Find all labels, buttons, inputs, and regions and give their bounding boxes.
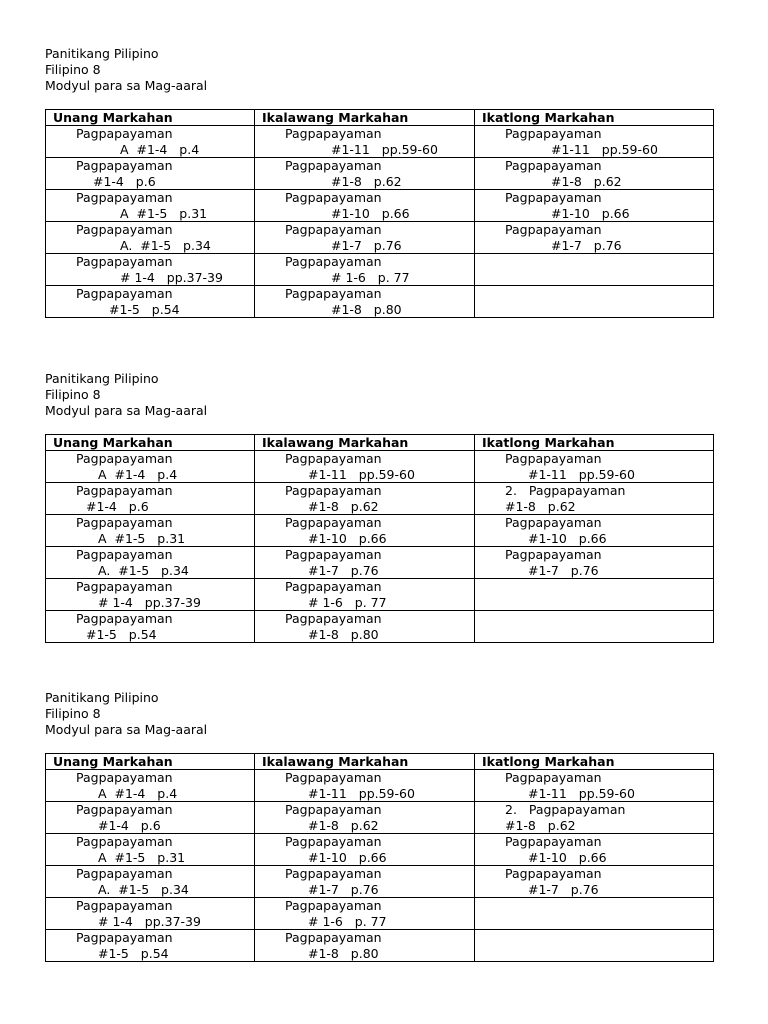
item-range: #1-7 p.76 bbox=[528, 881, 599, 897]
table-row bbox=[46, 866, 714, 898]
item-range: A. #1-5 p.34 bbox=[98, 881, 189, 897]
column-header: Ikatlong Markahan bbox=[475, 110, 714, 126]
table-cell bbox=[46, 547, 255, 579]
table-cell bbox=[46, 286, 255, 318]
activity-label: 2. Pagpapayaman bbox=[505, 802, 626, 817]
activity-label bbox=[475, 286, 713, 302]
item-range: # 1-4 pp.37-39 bbox=[98, 913, 201, 929]
item-range: # 1-4 pp.37-39 bbox=[98, 594, 201, 610]
item-range: A #1-5 p.31 bbox=[98, 530, 186, 546]
activity-label: Pagpapayaman bbox=[76, 222, 173, 237]
item-range bbox=[475, 270, 713, 286]
activity-label: Pagpapayaman bbox=[76, 515, 173, 530]
table-cell bbox=[255, 898, 475, 930]
schedule-block bbox=[45, 371, 713, 643]
item-range: #1-7 p.76 bbox=[331, 237, 402, 253]
table-cell bbox=[475, 451, 714, 483]
activity-label: Pagpapayaman bbox=[76, 866, 173, 881]
table-cell bbox=[475, 515, 714, 547]
activity-label: Pagpapayaman bbox=[76, 834, 173, 849]
item-range bbox=[475, 627, 713, 643]
item-range: #1-11 pp.59-60 bbox=[331, 141, 438, 157]
activity-label: Pagpapayaman bbox=[285, 802, 382, 817]
table-header-row bbox=[46, 754, 714, 770]
table-row bbox=[46, 222, 714, 254]
item-range: # 1-6 p. 77 bbox=[308, 594, 387, 610]
item-range bbox=[475, 914, 713, 930]
activity-label: Pagpapayaman bbox=[285, 483, 382, 498]
activity-label: Pagpapayaman bbox=[505, 158, 602, 173]
activity-label: Pagpapayaman bbox=[285, 547, 382, 562]
item-range: #1-7 p.76 bbox=[308, 881, 379, 897]
table-cell bbox=[475, 611, 714, 643]
activity-label: Pagpapayaman bbox=[505, 222, 602, 237]
item-range: # 1-6 p. 77 bbox=[308, 913, 387, 929]
column-header: Unang Markahan bbox=[46, 754, 255, 770]
table-cell bbox=[46, 834, 255, 866]
activity-label: Pagpapayaman bbox=[285, 930, 382, 945]
table-cell bbox=[255, 483, 475, 515]
schedule-table bbox=[45, 753, 714, 962]
table-cell bbox=[255, 190, 475, 222]
table-cell bbox=[46, 930, 255, 962]
column-header: Unang Markahan bbox=[46, 435, 255, 451]
activity-label: Pagpapayaman bbox=[285, 286, 382, 301]
activity-label: Pagpapayaman bbox=[285, 611, 382, 626]
activity-label: Pagpapayaman bbox=[76, 930, 173, 945]
item-range: #1-8 p.62 bbox=[308, 817, 379, 833]
item-range: A #1-4 p.4 bbox=[120, 141, 200, 157]
activity-label: Pagpapayaman bbox=[505, 547, 602, 562]
table-cell bbox=[255, 451, 475, 483]
activity-label: Pagpapayaman bbox=[505, 190, 602, 205]
table-cell bbox=[475, 866, 714, 898]
activity-label: Pagpapayaman bbox=[285, 579, 382, 594]
table-row bbox=[46, 579, 714, 611]
table-row bbox=[46, 802, 714, 834]
item-range: A. #1-5 p.34 bbox=[98, 562, 189, 578]
activity-label bbox=[475, 930, 713, 946]
item-range: # 1-4 pp.37-39 bbox=[120, 269, 223, 285]
activity-label: Pagpapayaman bbox=[76, 451, 173, 466]
table-row bbox=[46, 254, 714, 286]
activity-label: Pagpapayaman bbox=[285, 834, 382, 849]
table-cell bbox=[46, 579, 255, 611]
module-label: Modyul para sa Mag-aaral bbox=[45, 78, 208, 93]
activity-label: Pagpapayaman bbox=[76, 547, 173, 562]
item-range: #1-11 pp.59-60 bbox=[551, 141, 658, 157]
subject-title: Panitikang Pilipino bbox=[45, 371, 159, 386]
item-range: #1-10 p.66 bbox=[308, 530, 387, 546]
activity-label: Pagpapayaman bbox=[76, 483, 173, 498]
table-cell bbox=[255, 866, 475, 898]
column-header: Ikatlong Markahan bbox=[475, 435, 714, 451]
item-range: #1-8 p.62 bbox=[551, 173, 622, 189]
table-cell bbox=[255, 834, 475, 866]
module-label: Modyul para sa Mag-aaral bbox=[45, 722, 208, 737]
table-cell bbox=[255, 770, 475, 802]
item-range: #1-7 p.76 bbox=[528, 562, 599, 578]
grade-label: Filipino 8 bbox=[45, 62, 101, 77]
item-range: #1-10 p.66 bbox=[528, 849, 607, 865]
activity-label: Pagpapayaman bbox=[285, 770, 382, 785]
table-row bbox=[46, 126, 714, 158]
activity-label: Pagpapayaman bbox=[285, 126, 382, 141]
item-range bbox=[475, 595, 713, 611]
table-cell bbox=[255, 126, 475, 158]
table-row bbox=[46, 930, 714, 962]
table-row bbox=[46, 515, 714, 547]
item-range: #1-11 pp.59-60 bbox=[308, 466, 415, 482]
item-range: #1-10 p.66 bbox=[331, 205, 410, 221]
table-cell bbox=[475, 254, 714, 286]
activity-label: Pagpapayaman bbox=[285, 515, 382, 530]
item-range: #1-8 p.80 bbox=[331, 301, 402, 317]
table-cell bbox=[255, 286, 475, 318]
table-cell bbox=[46, 866, 255, 898]
table-cell bbox=[475, 579, 714, 611]
column-header: Unang Markahan bbox=[46, 110, 255, 126]
item-range: #1-8 p.80 bbox=[308, 626, 379, 642]
schedule-block bbox=[45, 690, 713, 962]
table-cell bbox=[475, 483, 714, 515]
item-range: #1-5 p.54 bbox=[98, 945, 169, 961]
column-header: Ikalawang Markahan bbox=[255, 435, 475, 451]
item-range: #1-4 p.6 bbox=[93, 173, 156, 189]
schedule-table bbox=[45, 434, 714, 643]
item-range: # 1-6 p. 77 bbox=[331, 269, 410, 285]
table-cell bbox=[46, 770, 255, 802]
table-cell bbox=[475, 222, 714, 254]
activity-label bbox=[475, 579, 713, 595]
activity-label: Pagpapayaman bbox=[505, 866, 602, 881]
item-range: #1-8 p.62 bbox=[505, 817, 576, 833]
activity-label: Pagpapayaman bbox=[285, 158, 382, 173]
activity-label: Pagpapayaman bbox=[505, 834, 602, 849]
table-row bbox=[46, 834, 714, 866]
table-cell bbox=[255, 254, 475, 286]
item-range: #1-7 p.76 bbox=[308, 562, 379, 578]
activity-label: Pagpapayaman bbox=[76, 579, 173, 594]
table-cell bbox=[475, 930, 714, 962]
subject-title: Panitikang Pilipino bbox=[45, 690, 159, 705]
activity-label: Pagpapayaman bbox=[505, 770, 602, 785]
activity-label: Pagpapayaman bbox=[505, 515, 602, 530]
activity-label: Pagpapayaman bbox=[76, 286, 173, 301]
item-range: #1-8 p.62 bbox=[308, 498, 379, 514]
item-range: A #1-5 p.31 bbox=[98, 849, 186, 865]
table-row bbox=[46, 611, 714, 643]
activity-label: Pagpapayaman bbox=[76, 802, 173, 817]
item-range: #1-5 p.54 bbox=[86, 626, 157, 642]
table-row bbox=[46, 898, 714, 930]
activity-label bbox=[475, 611, 713, 627]
table-cell bbox=[255, 222, 475, 254]
item-range: #1-4 p.6 bbox=[86, 498, 149, 514]
table-cell bbox=[475, 158, 714, 190]
subject-title: Panitikang Pilipino bbox=[45, 46, 159, 61]
table-row bbox=[46, 158, 714, 190]
table-cell bbox=[46, 802, 255, 834]
table-cell bbox=[46, 190, 255, 222]
item-range: A #1-4 p.4 bbox=[98, 785, 178, 801]
activity-label: Pagpapayaman bbox=[285, 451, 382, 466]
table-row bbox=[46, 451, 714, 483]
grade-label: Filipino 8 bbox=[45, 387, 101, 402]
table-cell bbox=[475, 770, 714, 802]
table-cell bbox=[255, 547, 475, 579]
grade-label: Filipino 8 bbox=[45, 706, 101, 721]
activity-label: Pagpapayaman bbox=[76, 158, 173, 173]
schedule-table bbox=[45, 109, 714, 318]
activity-label: Pagpapayaman bbox=[505, 451, 602, 466]
table-row bbox=[46, 190, 714, 222]
table-cell bbox=[255, 611, 475, 643]
table-cell bbox=[46, 451, 255, 483]
column-header: Ikatlong Markahan bbox=[475, 754, 714, 770]
item-range: A. #1-5 p.34 bbox=[120, 237, 211, 253]
schedule-block bbox=[45, 46, 713, 318]
table-header-row bbox=[46, 435, 714, 451]
table-row bbox=[46, 547, 714, 579]
activity-label: Pagpapayaman bbox=[76, 770, 173, 785]
table-cell bbox=[475, 190, 714, 222]
table-cell bbox=[475, 898, 714, 930]
table-cell bbox=[46, 515, 255, 547]
table-cell bbox=[255, 579, 475, 611]
activity-label: Pagpapayaman bbox=[285, 222, 382, 237]
table-cell bbox=[255, 515, 475, 547]
table-cell bbox=[46, 611, 255, 643]
item-range: #1-8 p.80 bbox=[308, 945, 379, 961]
activity-label: Pagpapayaman bbox=[285, 898, 382, 913]
table-cell bbox=[475, 802, 714, 834]
item-range: #1-4 p.6 bbox=[98, 817, 161, 833]
item-range: #1-11 pp.59-60 bbox=[308, 785, 415, 801]
table-cell bbox=[46, 254, 255, 286]
activity-label: Pagpapayaman bbox=[76, 190, 173, 205]
column-header: Ikalawang Markahan bbox=[255, 110, 475, 126]
column-header: Ikalawang Markahan bbox=[255, 754, 475, 770]
activity-label: Pagpapayaman bbox=[76, 126, 173, 141]
table-cell bbox=[255, 802, 475, 834]
item-range: A #1-4 p.4 bbox=[98, 466, 178, 482]
item-range: #1-10 p.66 bbox=[528, 530, 607, 546]
table-cell bbox=[475, 547, 714, 579]
activity-label: Pagpapayaman bbox=[76, 254, 173, 269]
activity-label: Pagpapayaman bbox=[76, 611, 173, 626]
table-cell bbox=[46, 126, 255, 158]
table-cell bbox=[46, 483, 255, 515]
table-row bbox=[46, 286, 714, 318]
item-range bbox=[475, 946, 713, 962]
activity-label: 2. Pagpapayaman bbox=[505, 483, 626, 498]
activity-label: Pagpapayaman bbox=[285, 254, 382, 269]
activity-label bbox=[475, 898, 713, 914]
activity-label: Pagpapayaman bbox=[76, 898, 173, 913]
item-range: #1-10 p.66 bbox=[551, 205, 630, 221]
table-cell bbox=[255, 158, 475, 190]
activity-label: Pagpapayaman bbox=[505, 126, 602, 141]
item-range: #1-8 p.62 bbox=[505, 498, 576, 514]
table-row bbox=[46, 483, 714, 515]
item-range: #1-5 p.54 bbox=[109, 301, 180, 317]
item-range bbox=[475, 302, 713, 318]
activity-label bbox=[475, 254, 713, 270]
table-header-row bbox=[46, 110, 714, 126]
table-cell bbox=[475, 834, 714, 866]
item-range: #1-7 p.76 bbox=[551, 237, 622, 253]
table-cell bbox=[255, 930, 475, 962]
item-range: #1-11 pp.59-60 bbox=[528, 466, 635, 482]
table-cell bbox=[46, 158, 255, 190]
table-cell bbox=[46, 222, 255, 254]
item-range: #1-10 p.66 bbox=[308, 849, 387, 865]
table-row bbox=[46, 770, 714, 802]
item-range: A #1-5 p.31 bbox=[120, 205, 208, 221]
module-label: Modyul para sa Mag-aaral bbox=[45, 403, 208, 418]
item-range: #1-8 p.62 bbox=[331, 173, 402, 189]
item-range: #1-11 pp.59-60 bbox=[528, 785, 635, 801]
table-cell bbox=[475, 126, 714, 158]
table-cell bbox=[475, 286, 714, 318]
activity-label: Pagpapayaman bbox=[285, 866, 382, 881]
activity-label: Pagpapayaman bbox=[285, 190, 382, 205]
table-cell bbox=[46, 898, 255, 930]
